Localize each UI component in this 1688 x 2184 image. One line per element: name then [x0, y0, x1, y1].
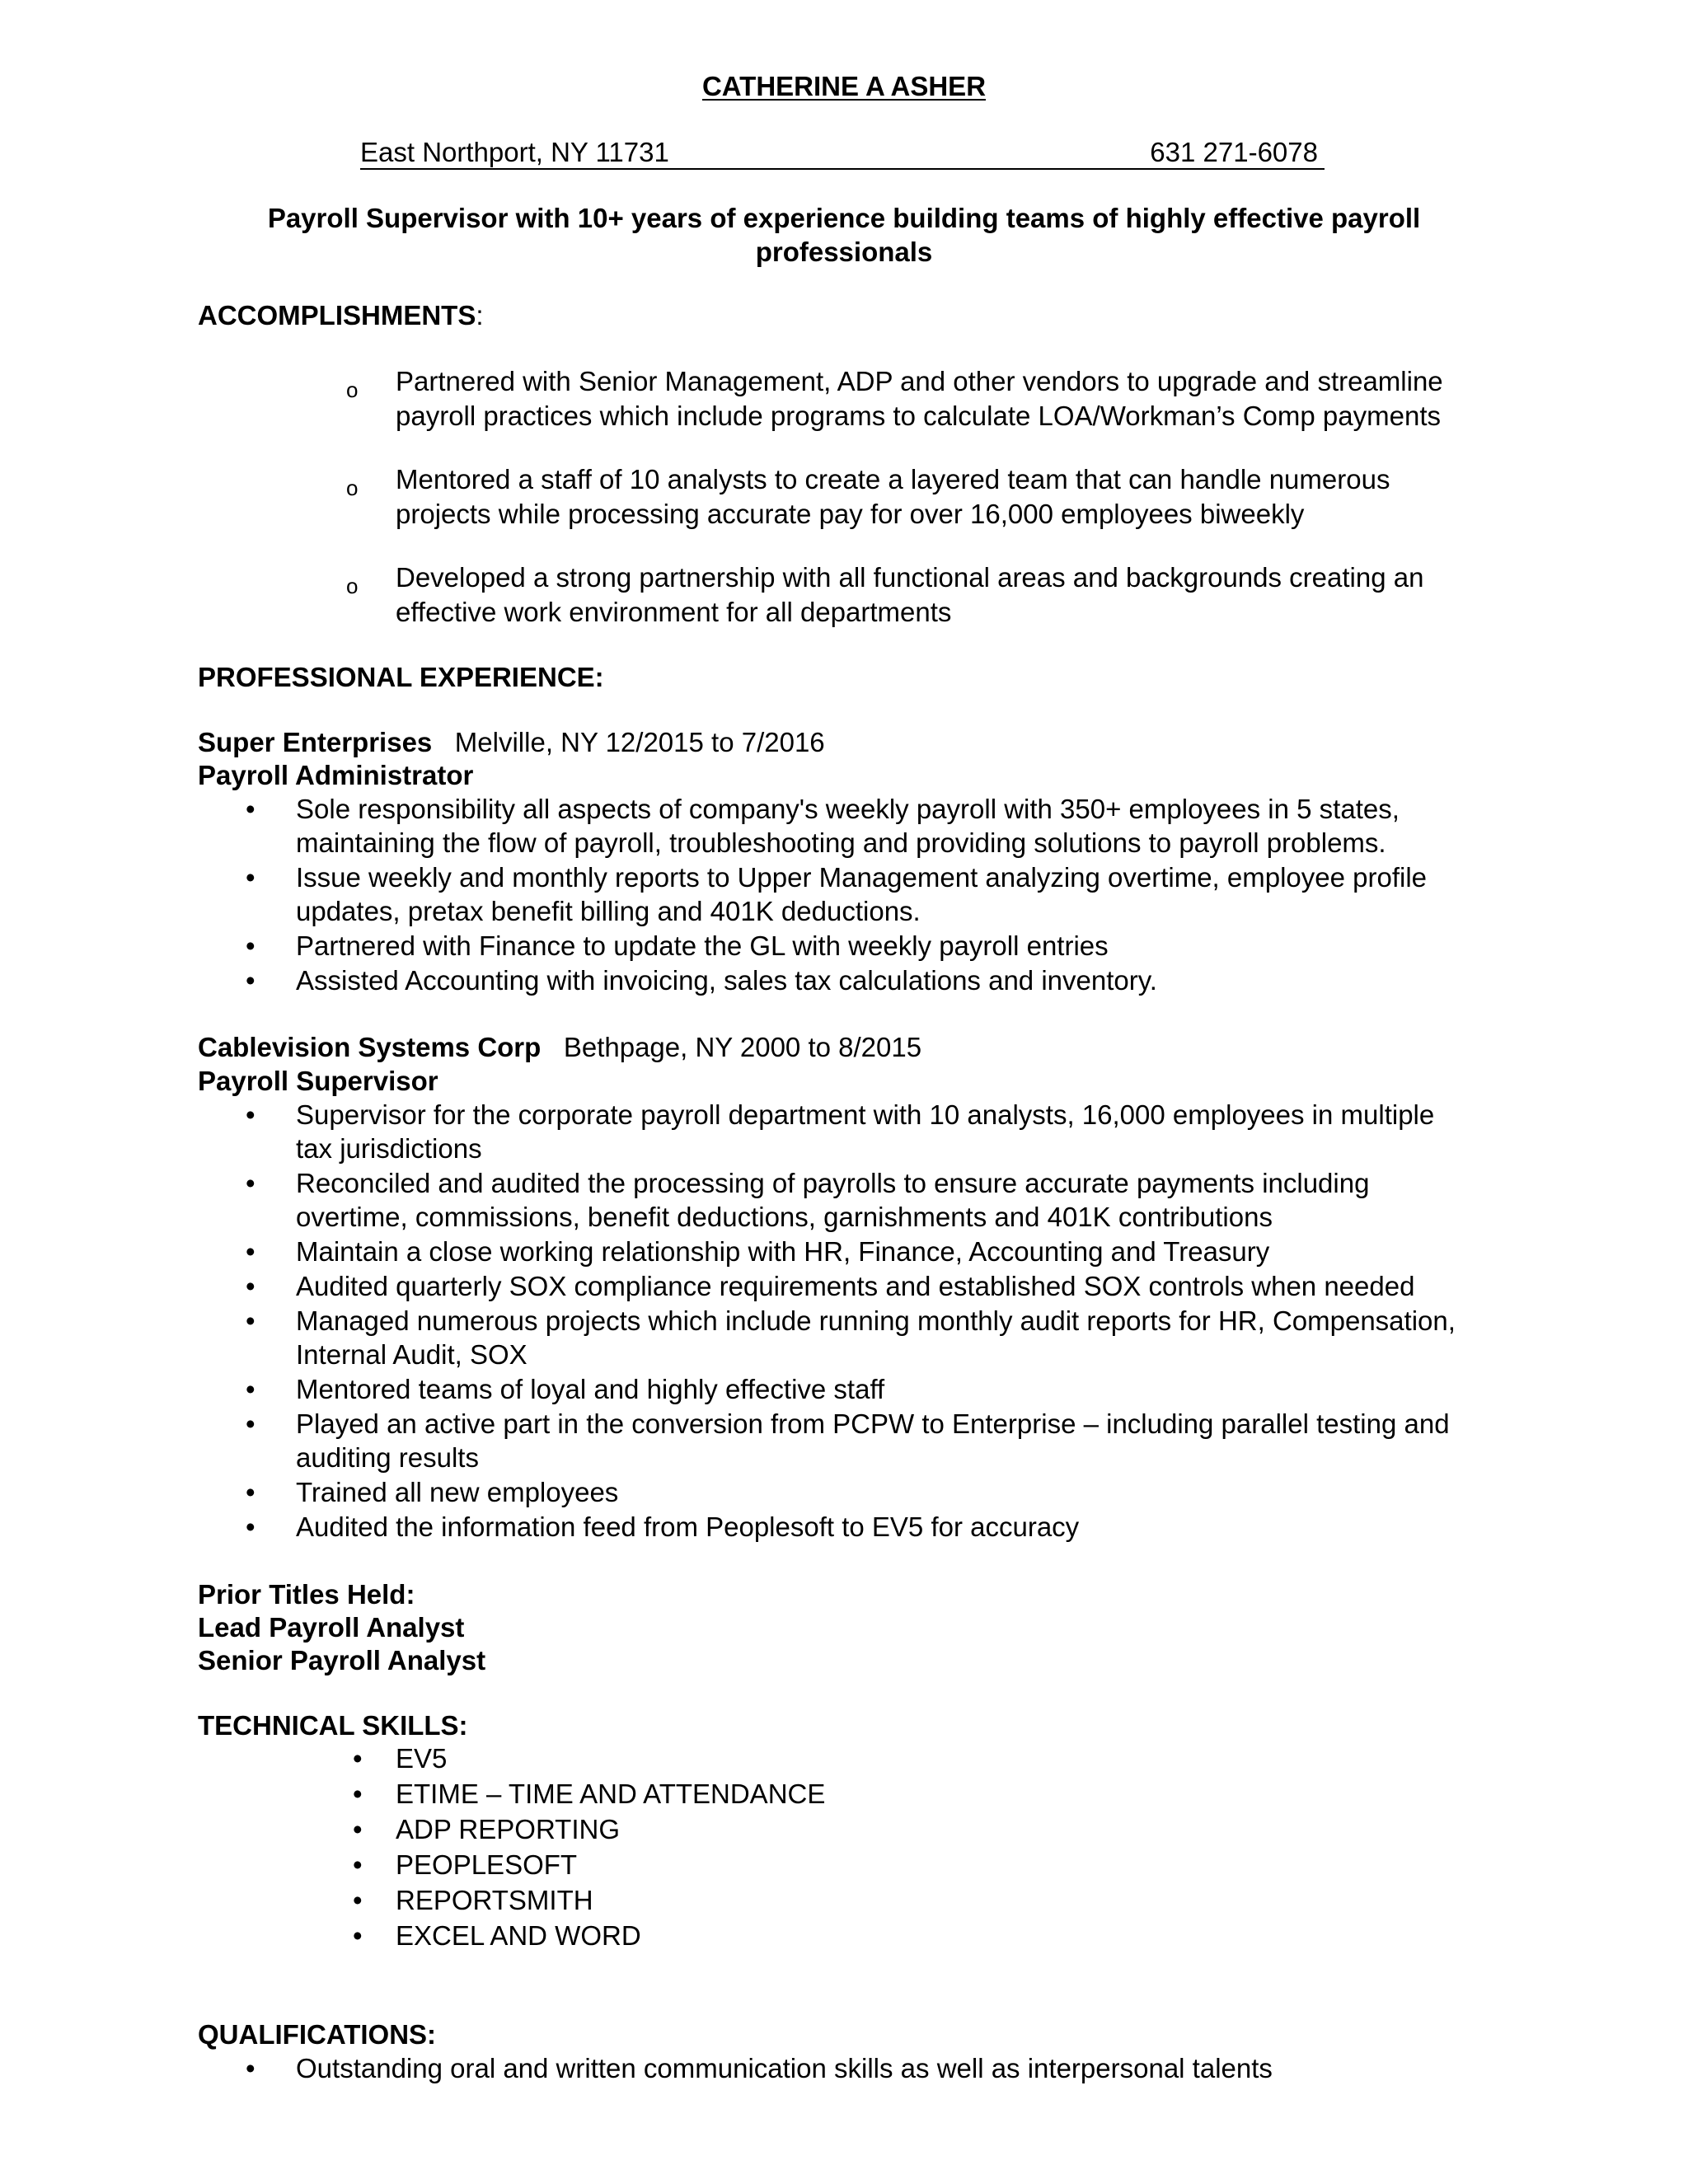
bullet-marker: •: [246, 1374, 256, 1404]
bullet-marker: •: [246, 1511, 256, 1542]
bullet-marker: •: [246, 1099, 256, 1130]
resume-page: CATHERINE A ASHER East Northport, NY 11731 631 271-6078 Payroll Supervisor with 10+ years of experience building teams of highly effective payroll professionals ACCOMPLISHMENTS: o Partnered with Senior Management, ADP and other vendors to upgrade and streamline payroll practices which include programs to calculate LOA/Workman’s Comp payments o Mentored a staff of 10 analysts to create a layered team that can handle numerous projects while processing accurate pay for over 16,000 employees biweekly o Developed a strong partnership with all functional areas and backgrounds creating an effective work environment for all departments PROFESSIONAL EXPERIENCE: Super Enterprises Melville, NY 12/2015 to 7/2016 Payroll Administrator • Sole responsibility all aspects of company's weekly payroll with 350+ employees in 5 states, maintaining the flow of payroll, troubleshooting and providing solutions to payroll problems. • Issue weekly and monthly reports to Upper Management analyzing overtime, employee profile updates, pretax benefit billing and 401K deductions. • Partnered with Finance to update the GL with weekly payroll entries • Assisted Accounting with invoicing, sales tax calculations and inventory. Cablevision Systems Corp Bethpage, NY 2000 to 8/2015 Payroll Supervisor • Supervisor for the corporate payroll department with 10 analysts, 16,000 employees in multiple tax jurisdictions • Reconciled and audited the processing of payrolls to ensure accurate payments including overtime, commissions, benefit deductions, garnishments and 401K contributions • Maintain a close working relationship with HR, Finance, Accounting and Treasury • Audited quarterly SOX compliance requirements and established SOX controls when needed • Managed numerous projects which include running monthly audit reports for HR, Compensation, Internal Audit, SOX • Mentored teams of loyal and highly effective staff • Played an active part in the conversion from PCPW to Enterprise – including parallel testing and auditing results • Trained all new employees • Audited the information feed from Peoplesoft to EV5 for accuracy Prior Titles Held: Lead Payroll Analyst Senior Payroll Analyst TECHNICAL SKILLS: • EV5 • ETIME – TIME AND ATTENDANCE • ADP REPORTING • PEOPLESOFT • REPORTSMITH • EXCEL AND WORD QUALIFICATIONS: • Outstanding oral and written communication skills as well as interpersonal talents: [0, 0, 1688, 2184]
prior-title: Lead Payroll Analyst: [198, 1612, 465, 1643]
job-details: Bethpage, NY 2000 to 8/2015: [563, 1032, 922, 1062]
phone-number: 631 271-6078: [1150, 137, 1318, 167]
bullet-marker: •: [246, 1168, 256, 1198]
bullet-marker: •: [353, 1849, 363, 1880]
job-title: Payroll Administrator: [198, 760, 474, 790]
bullet-marker: •: [246, 1236, 256, 1267]
bullet-marker: •: [246, 1408, 256, 1439]
prior-title: Senior Payroll Analyst: [198, 1645, 486, 1675]
job-header: [198, 1030, 921, 1065]
company-name: Super Enterprises: [198, 727, 433, 757]
location: East Northport, NY 11731: [360, 137, 669, 167]
summary-headline: Payroll Supervisor with 10+ years of experience building teams of highly effective payroll professionals: [267, 203, 1421, 267]
bullet-marker: •: [246, 862, 256, 893]
bullet-marker: •: [353, 1779, 363, 1809]
candidate-name: CATHERINE A ASHER: [701, 71, 987, 101]
job-details: Melville, NY 12/2015 to 7/2016: [454, 727, 825, 757]
bullet-marker: o: [346, 377, 359, 402]
bullet-marker: •: [353, 1743, 363, 1774]
experience-heading: PROFESSIONAL EXPERIENCE:: [198, 662, 604, 692]
bullet-marker: •: [246, 2053, 256, 2083]
bullet-marker: o: [346, 476, 359, 500]
bullet-marker: •: [353, 1920, 363, 1951]
accomplishments-heading: ACCOMPLISHMENTS:: [198, 300, 484, 330]
bullet-marker: •: [246, 794, 256, 824]
bullet-marker: •: [353, 1814, 363, 1844]
bullet-marker: •: [246, 965, 256, 996]
bullet-marker: •: [353, 1885, 363, 1915]
bullet-marker: •: [246, 1305, 256, 1336]
bullet-marker: •: [246, 1271, 256, 1301]
company-name: Cablevision Systems Corp: [198, 1032, 542, 1062]
job-title: Payroll Supervisor: [198, 1066, 438, 1096]
contact-line: [360, 135, 1325, 170]
bullet-marker: •: [246, 930, 256, 961]
technical-skills-heading: TECHNICAL SKILLS:: [198, 1710, 468, 1741]
bullet-marker: o: [346, 574, 359, 598]
bullet-marker: •: [246, 1477, 256, 1507]
prior-titles-heading: Prior Titles Held:: [198, 1579, 415, 1610]
job-header: [198, 725, 825, 760]
qualifications-heading: QUALIFICATIONS:: [198, 2019, 437, 2050]
